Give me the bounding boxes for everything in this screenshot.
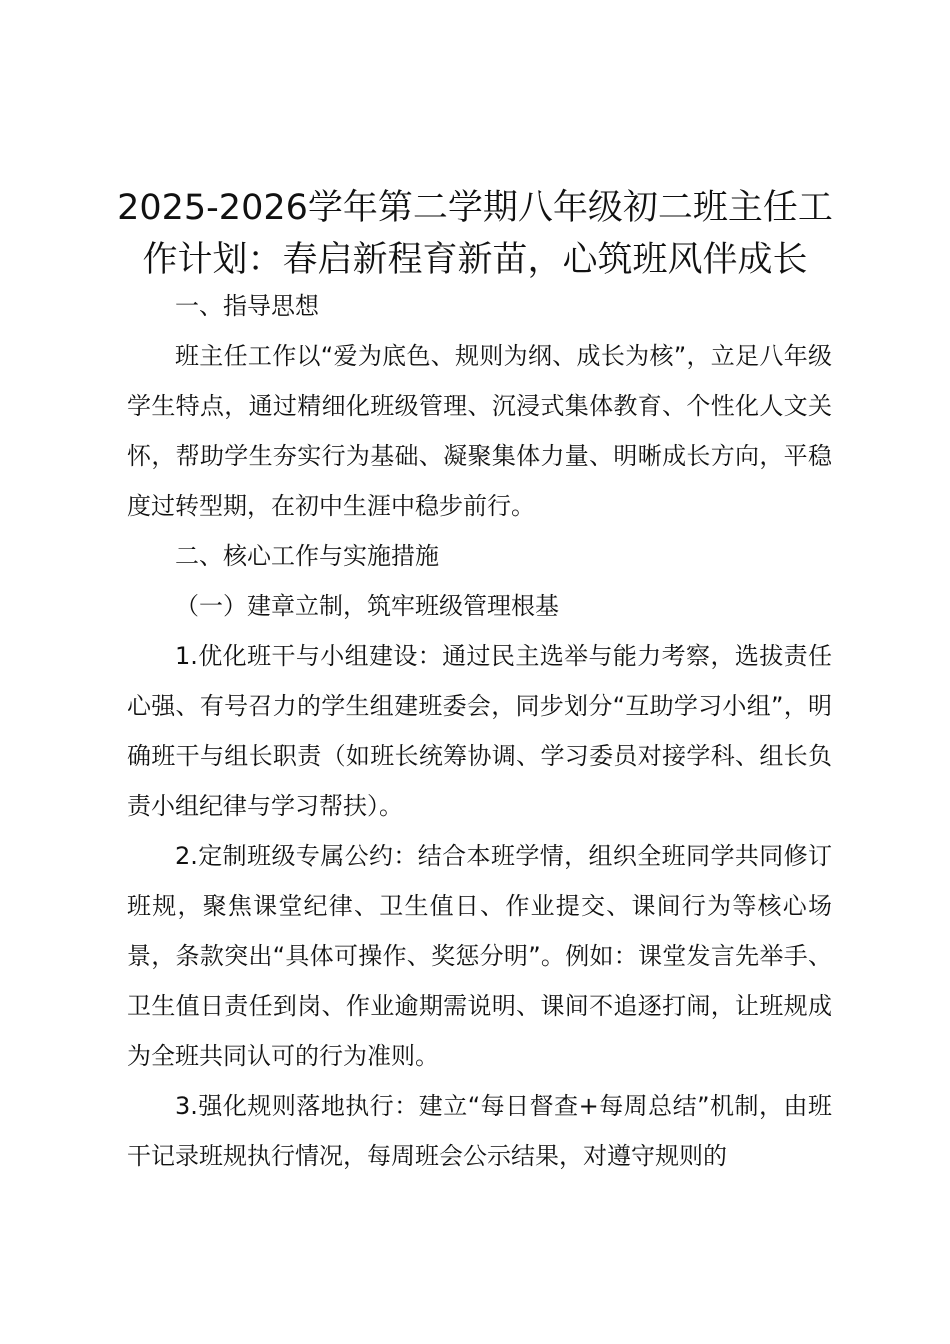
subsection-heading-rules: （一）建章立制，筑牢班级管理根基 — [175, 592, 559, 620]
document-title: 2025-2026学年第二学期八年级初二班主任工作计划：春启新程育新苗，心筑班风伴成长 — [117, 188, 833, 280]
paragraph-guiding-ideology: 班主任工作以“爱为底色、规则为纲、成长为核”，立足八年级学生特点，通过精细化班级管理、沉浸式集体教育、个性化人文关怀，帮助学生夯实行为基础、凝聚集体力量、明晰成长方向，平稳度过转型期，在初中生涯中稳步前行。 — [127, 342, 832, 520]
paragraph-item-3: 3.强化规则落地执行：建立“每日督查+每周总结”机制，由班干记录班规执行情况，每周班会公示结果，对遵守规则的 — [127, 1092, 832, 1170]
section-heading-guiding-ideology: 一、指导思想 — [175, 292, 319, 320]
section-heading-core-work: 二、核心工作与实施措施 — [175, 542, 439, 570]
document-body — [127, 281, 832, 1181]
paragraph-item-2: 2.定制班级专属公约：结合本班学情，组织全班同学共同修订班规，聚焦课堂纪律、卫生值日、作业提交、课间行为等核心场景，条款突出“具体可操作、奖惩分明”。例如：课堂发言先举手、卫生值日责任到岗、作业逾期需说明、课间不追逐打闹，让班规成为全班共同认可的行为准则。 — [127, 842, 832, 1070]
paragraph-item-1: 1.优化班干与小组建设：通过民主选举与能力考察，选拔责任心强、有号召力的学生组建班委会，同步划分“互助学习小组”，明确班干与组长职责（如班长统筹协调、学习委员对接学科、组长负责小组纪律与学习帮扶）。 — [127, 642, 832, 820]
